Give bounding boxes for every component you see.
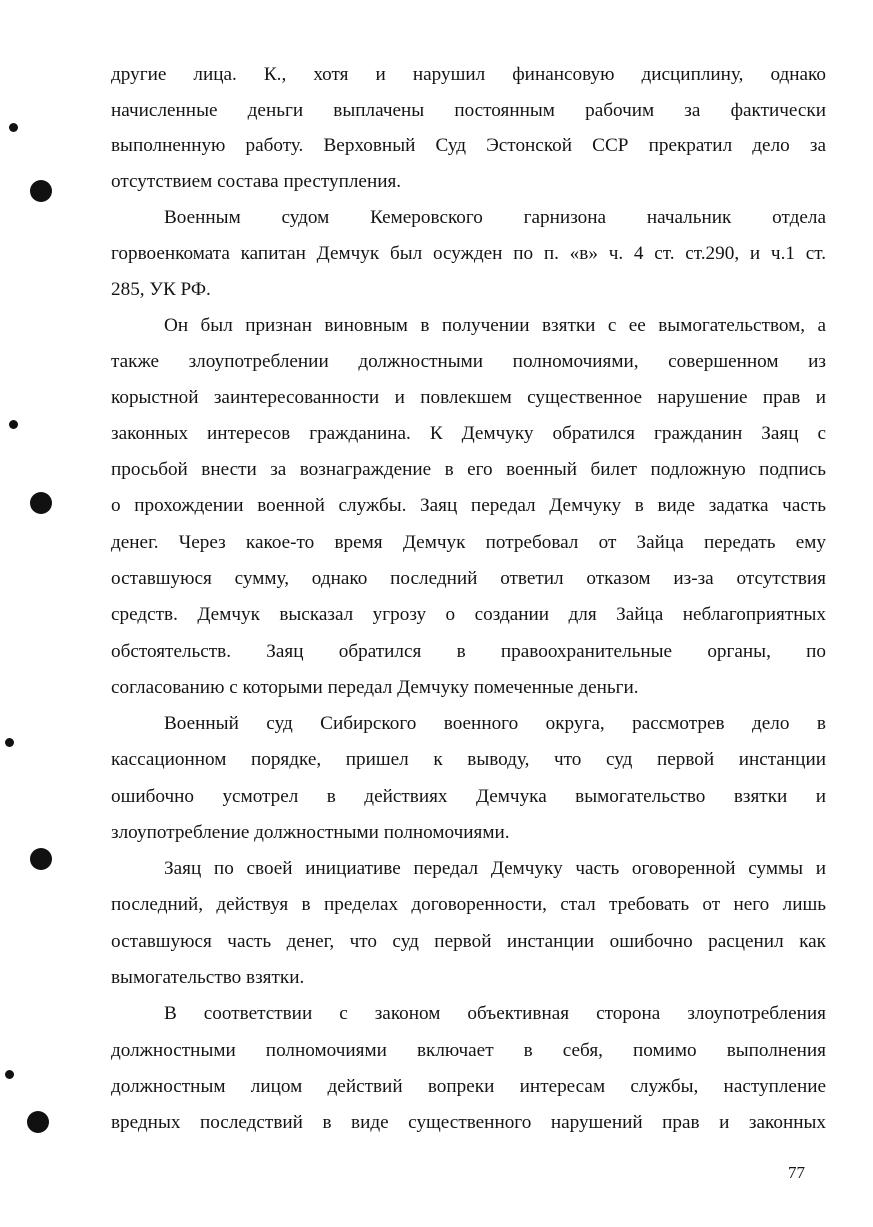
punch-hole [27, 1111, 49, 1133]
punch-mark [5, 1070, 14, 1079]
text-line: горвоенкомата капитан Демчук был осужден по п. «в» ч. 4 ст. ст.290, и ч.1 ст. [111, 243, 826, 264]
text-line: корыстной заинтересованности и повлекшем существенное нарушение прав и [111, 387, 826, 408]
text-line: о прохождении военной службы. Заяц передал Демчуку в виде задатка часть [111, 495, 826, 516]
text-line: законных интересов гражданина. К Демчуку обратился гражданин Заяц с [111, 423, 826, 444]
text-line: согласованию с которыми передал Демчуку помеченные деньги. [111, 677, 639, 698]
text-line: В соответствии с законом объективная сторона злоупотребления [164, 1003, 826, 1024]
text-line: обстоятельств. Заяц обратился в правоохранительные органы, по [111, 641, 826, 662]
text-line: злоупотребление должностными полномочиями. [111, 822, 510, 843]
punch-hole [30, 180, 52, 202]
text-line: Военным судом Кемеровского гарнизона начальник отдела [164, 207, 826, 228]
page-number: 77 [788, 1163, 805, 1182]
text-line: выполненную работу. Верховный Суд Эстонской ССР прекратил дело за [111, 135, 826, 156]
text-line: отсутствием состава преступления. [111, 171, 402, 192]
text-line: должностными полномочиями включает в себя, помимо выполнения [111, 1040, 826, 1061]
text-line: вредных последствий в виде существенного нарушений прав и законных [111, 1112, 826, 1133]
text-line: другие лица. К., хотя и нарушил финансовую дисциплину, однако [111, 64, 826, 85]
punch-hole [30, 848, 52, 870]
text-line: средств. Демчук высказал угрозу о создании для Зайца неблагоприятных [111, 604, 826, 625]
text-line: вымогательство взятки. [111, 967, 305, 988]
text-line: кассационном порядке, пришел к выводу, что суд первой инстанции [111, 749, 826, 770]
text-line: ошибочно усмотрел в действиях Демчука вымогательство взятки и [111, 786, 826, 807]
punch-mark [9, 123, 18, 132]
text-line: должностным лицом действий вопреки интересам службы, наступление [111, 1076, 826, 1097]
text-line: последний, действуя в пределах договоренности, стал требовать от него лишь [111, 894, 826, 915]
text-line: Он был признан виновным в получении взятки с ее вымогательством, а [164, 315, 826, 336]
text-line: оставшуюся сумму, однако последний ответил отказом из-за отсутствия [111, 568, 826, 589]
text-line: также злоупотреблении должностными полномочиями, совершенном из [111, 351, 826, 372]
text-line: оставшуюся часть денег, что суд первой инстанции ошибочно расценил как [111, 931, 826, 952]
text-line: Военный суд Сибирского военного округа, рассмотрев дело в [164, 713, 826, 734]
text-line: 285, УК РФ. [111, 279, 211, 300]
text-line: начисленные деньги выплачены постоянным рабочим за фактически [111, 100, 826, 121]
text-line: Заяц по своей инициативе передал Демчуку часть оговоренной суммы и [164, 858, 826, 879]
punch-mark [9, 420, 18, 429]
punch-mark [5, 738, 14, 747]
text-line: денег. Через какое-то время Демчук потребовал от Зайца передать ему [111, 532, 826, 553]
punch-hole [30, 492, 52, 514]
text-line: просьбой внести за вознаграждение в его военный билет подложную подпись [111, 459, 826, 480]
